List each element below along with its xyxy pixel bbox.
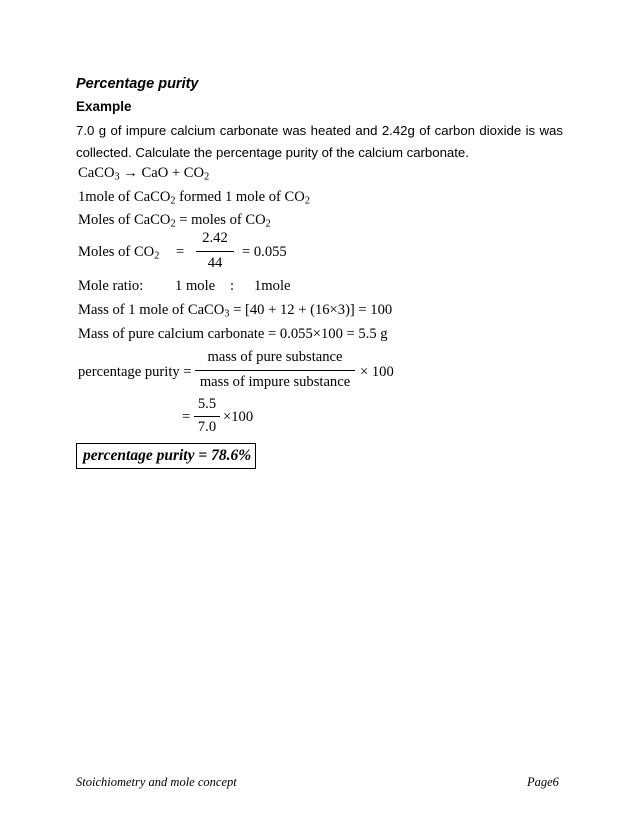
moles-equal-b: = moles of CO	[175, 212, 266, 228]
footer-title: Stoichiometry and mole concept	[76, 775, 237, 789]
moles-equal-a: Moles of CaCO	[78, 212, 171, 228]
reaction-equation	[78, 165, 209, 182]
reactant: CaCO	[78, 165, 115, 181]
reactant-subscript: 3	[114, 171, 120, 183]
purity-formula-numerator: mass of pure substance	[207, 349, 343, 365]
molar-mass-sub: 3	[224, 308, 230, 320]
answer-text: percentage purity = 78.6%	[83, 447, 252, 464]
moles-equal-b-sub: 2	[265, 218, 271, 230]
purity-formula-multiplier: × 100	[360, 364, 394, 380]
problem-text-line-2: collected. Calculate the percentage purity of the calcium carbonate.	[76, 145, 469, 160]
moles-co2-fraction-bar	[196, 251, 234, 252]
molar-mass-line	[78, 302, 392, 319]
purity-calc-multiplier: ×100	[223, 409, 254, 425]
moles-co2-sub: 2	[154, 250, 160, 262]
reaction-arrow: →	[123, 165, 138, 181]
moles-co2-result: = 0.055	[242, 244, 287, 260]
mole-relation-b-sub: 2	[304, 195, 310, 207]
section-heading: Percentage purity	[76, 76, 199, 92]
molar-mass-b: = [40 + 12 + (16×3)] = 100	[229, 302, 393, 318]
mole-relation-a: 1mole of CaCO	[78, 189, 171, 205]
answer-box	[76, 443, 256, 469]
problem-text-line-1: 7.0 g of impure calcium carbonate was heated and 2.42g of carbon dioxide is was	[76, 123, 563, 138]
purity-calc-equals: =	[182, 409, 191, 425]
footer-page-number: Page6	[527, 775, 559, 789]
purity-formula-denominator: mass of impure substance	[199, 374, 351, 390]
moles-equal-a-sub: 2	[170, 218, 176, 230]
moles-equal-line	[78, 212, 271, 229]
moles-co2-denominator: 44	[207, 255, 223, 271]
mole-ratio-right: 1mole	[254, 278, 291, 294]
moles-co2-numerator: 2.42	[202, 230, 228, 246]
moles-co2-text: Moles of CO	[78, 244, 155, 260]
purity-formula-fraction-bar	[195, 370, 355, 371]
purity-calc-denominator: 7.0	[197, 419, 217, 435]
mole-relation-a-sub: 2	[170, 195, 176, 207]
products: CaO + CO	[141, 165, 205, 181]
purity-calc-fraction-bar	[194, 416, 220, 417]
purity-formula-label: percentage purity =	[78, 364, 192, 380]
moles-co2-label	[78, 244, 159, 261]
mole-ratio-left: 1 mole	[175, 278, 216, 294]
product-subscript: 2	[204, 171, 210, 183]
purity-calc-numerator: 5.5	[197, 396, 217, 412]
pure-mass-line: Mass of pure calcium carbonate = 0.055×100 = 5.5 g	[78, 326, 388, 342]
mole-ratio-label: Mole ratio:	[78, 278, 144, 294]
mole-relation-b: formed 1 mole of CO	[175, 189, 305, 205]
mole-relation-line	[78, 189, 310, 206]
example-label: Example	[76, 99, 132, 114]
molar-mass-a: Mass of 1 mole of CaCO	[78, 302, 225, 318]
moles-co2-equals: =	[176, 244, 185, 260]
mole-ratio-colon: :	[230, 278, 235, 294]
